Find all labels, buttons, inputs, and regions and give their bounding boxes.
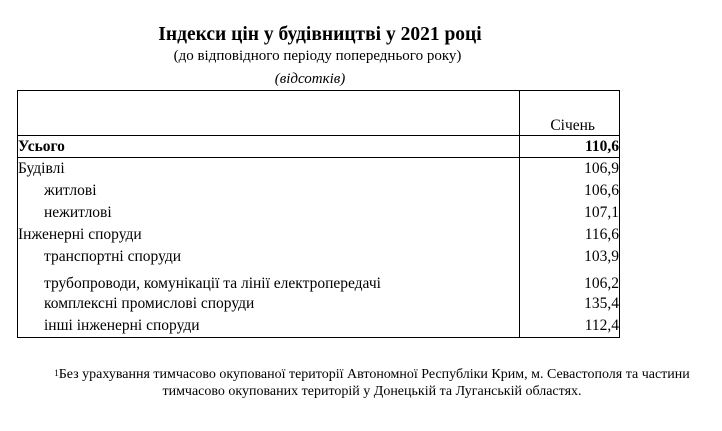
row-label: інші інженерні споруди	[18, 315, 520, 338]
table-row-nonresidential	[18, 202, 620, 224]
footnote-text: Без урахування тимчасово окупованої території Автономної Республіки Крим, м. Севастополя та частини тимчасово окупованих територій у Донецькій та Луганській областях.	[58, 367, 690, 399]
row-label: комплексні промислові споруди	[18, 293, 520, 315]
row-value: 107,1	[520, 202, 620, 224]
price-index-table	[17, 90, 620, 338]
row-value: 116,6	[520, 224, 620, 246]
row-value: 106,6	[520, 180, 620, 202]
table-row-total	[18, 136, 620, 158]
row-value: 110,6	[520, 136, 620, 158]
row-label: трубопроводи, комунікації та лінії електропередачі	[18, 268, 520, 293]
footnote-marker: 1	[54, 368, 59, 378]
table-row-engineering	[18, 224, 620, 246]
row-label: Інженерні споруди	[18, 224, 520, 246]
table-row-transport	[18, 246, 620, 268]
row-label: Будівлі	[18, 158, 520, 181]
table-header-row	[18, 91, 620, 136]
row-value: 106,2	[520, 268, 620, 293]
table-row-industrial	[18, 293, 620, 315]
page-subtitle: (до відповідного періоду попереднього року)	[173, 48, 462, 64]
page-title: Індекси цін у будівництві у 2021 році	[158, 24, 482, 45]
row-label: житлові	[18, 180, 520, 202]
row-value: 106,9	[520, 158, 620, 181]
row-value: 103,9	[520, 246, 620, 268]
row-value: 112,4	[520, 315, 620, 338]
row-label: нежитлові	[18, 202, 520, 224]
table-header-empty-cell	[18, 91, 520, 136]
table-row-residential	[18, 180, 620, 202]
footnote	[36, 366, 708, 400]
table-row-buildings	[18, 158, 620, 181]
row-value: 135,4	[520, 293, 620, 315]
row-label: транспортні споруди	[18, 246, 520, 268]
row-label: Усього	[18, 136, 520, 158]
table-row-other-engineering	[18, 315, 620, 338]
units-note: (відсотків)	[274, 71, 346, 87]
table-row-pipelines	[18, 268, 620, 293]
column-header-january: Січень	[520, 91, 620, 136]
